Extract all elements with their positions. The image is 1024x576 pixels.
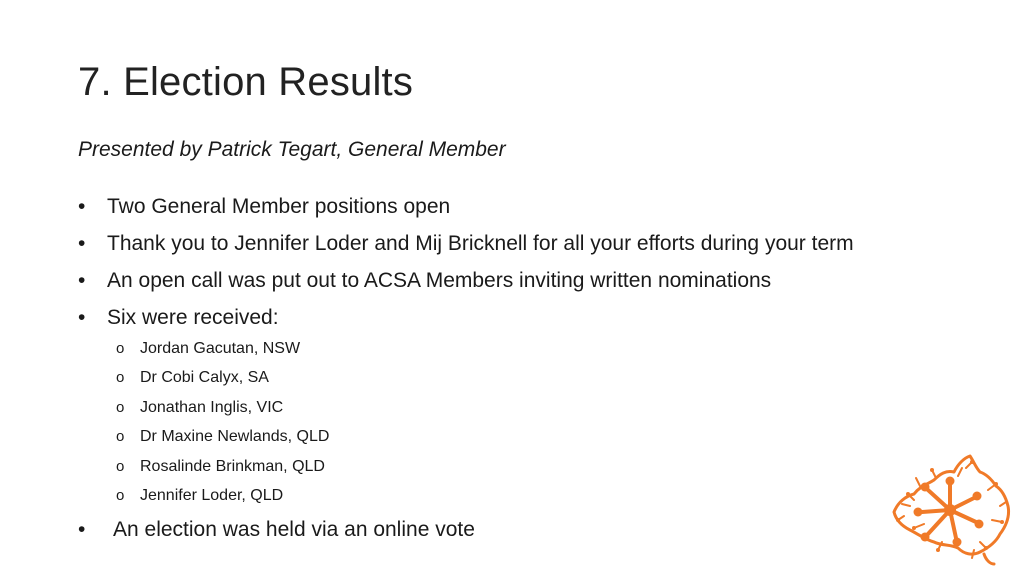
bullet-dot: • [78, 306, 86, 329]
acsa-australia-logo-icon [884, 450, 1016, 568]
bullet-dot: • [78, 195, 86, 218]
nominee-text: Rosalinde Brinkman, QLD [140, 457, 325, 475]
nominee-text: Jonathan Inglis, VIC [140, 398, 284, 416]
bullet-dot: • [78, 232, 86, 255]
nominee-item [116, 481, 329, 510]
sub-bullet-marker: o [116, 369, 125, 387]
slide-title: 7. Election Results [78, 60, 414, 104]
nominee-text: Dr Cobi Calyx, SA [140, 369, 269, 387]
bullet-item [78, 299, 978, 336]
bullet-text: An election was held via an online vote [113, 518, 475, 541]
bullet-list [78, 188, 978, 336]
bullet-text: Six were received: [107, 306, 279, 329]
sub-bullet-marker: o [116, 457, 125, 475]
nominee-item [116, 334, 329, 363]
sub-bullet-marker: o [116, 486, 125, 504]
bullet-dot: • [78, 518, 86, 541]
sub-bullet-marker: o [116, 428, 125, 446]
nominee-item [116, 422, 329, 451]
nominee-item [116, 363, 329, 392]
bullet-text: Thank you to Jennifer Loder and Mij Bricknell for all your efforts during your term [107, 232, 854, 255]
bullet-item [78, 262, 978, 299]
slide-subtitle: Presented by Patrick Tegart, General Member [78, 138, 506, 161]
bullet-item-final [78, 511, 475, 548]
bullet-dot: • [78, 269, 86, 292]
nominee-item [116, 452, 329, 481]
bullet-text: Two General Member positions open [107, 195, 451, 218]
sub-bullet-marker: o [116, 340, 125, 357]
bullet-item [78, 188, 978, 225]
nominee-list [116, 334, 329, 510]
nominee-text: Jordan Gacutan, NSW [140, 340, 301, 357]
nominee-text: Jennifer Loder, QLD [140, 486, 284, 504]
nominee-text: Dr Maxine Newlands, QLD [140, 428, 330, 446]
nominee-item [116, 393, 329, 422]
sub-bullet-marker: o [116, 398, 125, 416]
bullet-item [78, 225, 978, 262]
bullet-text: An open call was put out to ACSA Members inviting written nominations [107, 269, 772, 292]
